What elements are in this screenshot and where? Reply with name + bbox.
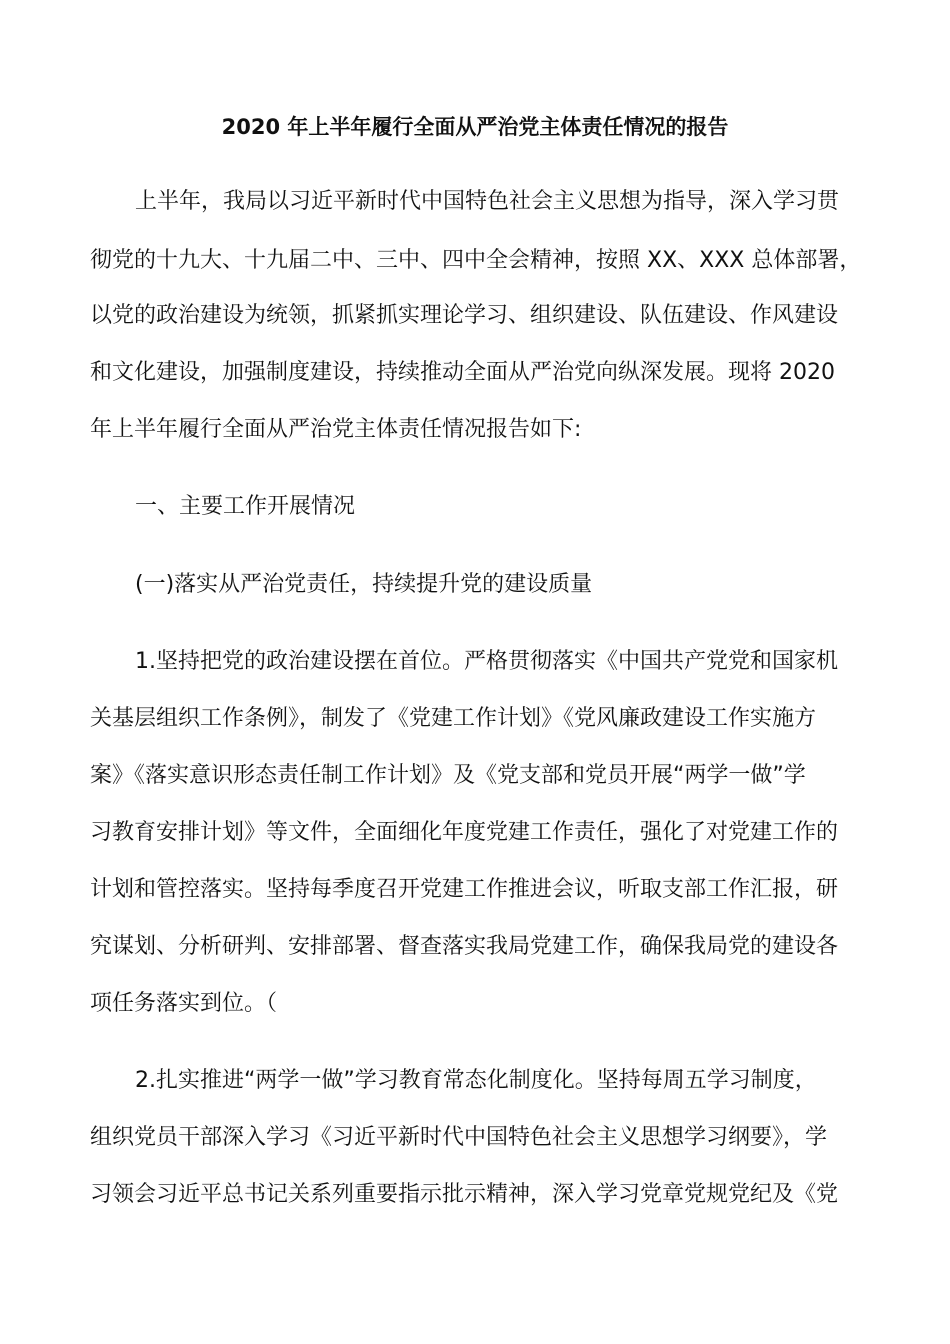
subsection-heading: (一)落实从严治党责任，持续提升党的建设质量: [135, 572, 593, 597]
paragraph-line: 习教育安排计划》等文件，全面细化年度党建工作责任，强化了对党建工作的: [90, 820, 839, 845]
paragraph-line: 项任务落实到位。（: [90, 991, 278, 1016]
paragraph-line: 2.扎实推进“两学一做”学习教育常态化制度化。坚持每周五学习制度，: [135, 1068, 817, 1093]
paragraph-line: 上半年，我局以习近平新时代中国特色社会主义思想为指导，深入学习贯: [135, 189, 840, 214]
paragraph-line: 究谋划、分析研判、安排部署、督查落实我局党建工作，确保我局党的建设各: [90, 934, 839, 959]
paragraph-line: 和文化建设，加强制度建设，持续推动全面从严治党向纵深发展。现将 2020: [90, 360, 835, 385]
paragraph-line: 1.坚持把党的政治建设摆在首位。严格贯彻落实《中国共产党党和国家机: [135, 649, 838, 674]
paragraph-line: 案》《落实意识形态责任制工作计划》及《党支部和党员开展“两学一做”学: [90, 763, 806, 788]
paragraph-line: 彻党的十九大、十九届二中、三中、四中全会精神，按照 XX、XXX 总体部署，: [90, 248, 862, 273]
paragraph-line: 年上半年履行全面从严治党主体责任情况报告如下:: [90, 417, 582, 442]
paragraph-line: 习领会习近平总书记关系列重要指示批示精神，深入学习党章党规党纪及《党: [90, 1182, 839, 1207]
section-heading: 一、主要工作开展情况: [135, 494, 356, 519]
document-title: 2020 年上半年履行全面从严治党主体责任情况的报告: [221, 115, 729, 139]
paragraph-line: 计划和管控落实。坚持每季度召开党建工作推进会议，听取支部工作汇报，研: [90, 877, 839, 902]
paragraph-line: 关基层组织工作条例》，制发了《党建工作计划》《党风廉政建设工作实施方: [90, 706, 817, 731]
paragraph-line: 以党的政治建设为统领，抓紧抓实理论学习、组织建设、队伍建设、作风建设: [90, 303, 839, 328]
paragraph-line: 组织党员干部深入学习《习近平新时代中国特色社会主义思想学习纲要》，学: [90, 1125, 828, 1150]
